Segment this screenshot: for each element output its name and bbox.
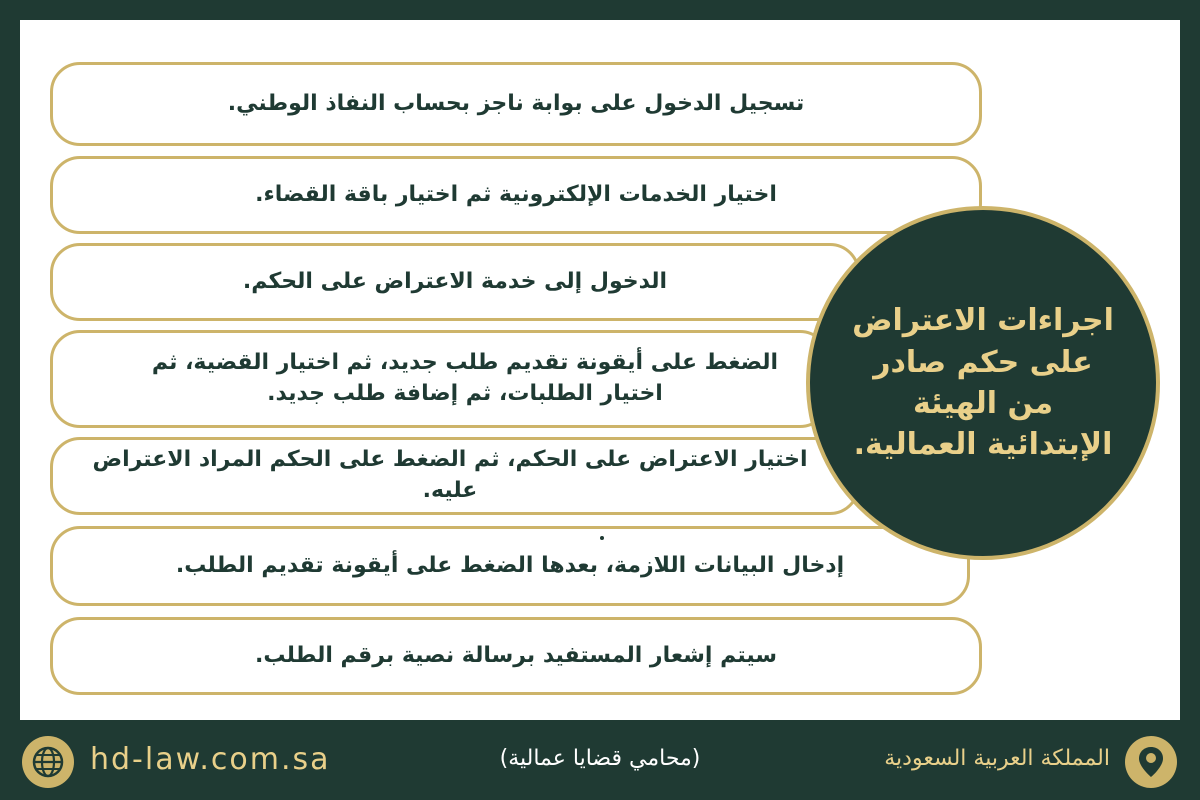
step-7: سيتم إشعار المستفيد برسالة نصية برقم الطلب.: [50, 617, 982, 695]
page-title: اجراءات الاعتراض على حكم صادر من الهيئة الإبتدائية العمالية.: [852, 303, 1114, 463]
globe-icon: [22, 736, 74, 788]
title-circle: [806, 206, 1160, 560]
tagline: (محامي قضايا عمالية): [499, 746, 701, 771]
step-3: الدخول إلى خدمة الاعتراض على الحكم.: [50, 243, 860, 321]
step-2: اختيار الخدمات الإلكترونية ثم اختيار باقة القضاء.: [50, 156, 982, 234]
step-4: الضغط على أيقونة تقديم طلب جديد، ثم اختيار القضية، ثم اختيار الطلبات، ثم إضافة طلب جديد.: [50, 330, 830, 428]
step-5: اختيار الاعتراض على الحكم، ثم الضغط على الحكم المراد الاعتراض عليه.: [50, 437, 860, 515]
decorative-dot: [600, 536, 604, 540]
step-1: تسجيل الدخول على بوابة ناجز بحساب النفاذ الوطني.: [50, 62, 982, 146]
website-link[interactable]: hd-law.com.sa: [90, 742, 331, 777]
step-6: إدخال البيانات اللازمة، بعدها الضغط على أيقونة تقديم الطلب.: [50, 526, 970, 606]
location-pin-icon: [1125, 736, 1177, 788]
content-panel: [20, 20, 1180, 720]
footer: [0, 720, 1200, 800]
country-label: المملكة العربية السعودية: [884, 746, 1110, 771]
